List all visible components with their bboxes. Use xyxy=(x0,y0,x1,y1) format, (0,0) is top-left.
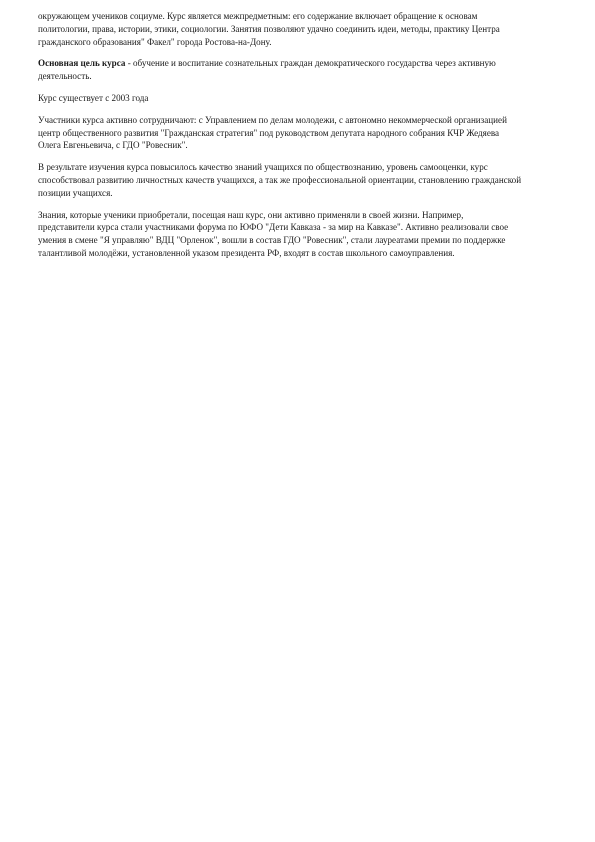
text-line: окружающем учеников социуме. Курс является межпредметным: его содержание включает обращение к основам xyxy=(38,11,478,21)
text-line: Знания, которые ученики приобретали, посещая наш курс, они активно применяли в своей жизни. Например, xyxy=(38,209,464,220)
goal-label: Основная цель курса xyxy=(38,58,126,69)
text-line: способствовал развитию личностных качеств учащихся, а так же профессиональной ориентации, становлению гражданской xyxy=(38,174,522,185)
text-line: представители курса стали участниками форума по ЮФО "Дети Кавказа - за мир на Кавказе". Активно реализовали свое xyxy=(38,222,509,233)
text-line: гражданского образования" Факел" города Ростова-на-Дону. xyxy=(38,36,272,47)
text-line xyxy=(38,57,563,70)
text-line: позиции учащихся. xyxy=(38,187,113,198)
text-line: Олега Евгеньевича, с ГДО "Ровесник". xyxy=(38,140,188,151)
text-line: деятельность. xyxy=(38,71,92,82)
paragraph-results xyxy=(38,161,563,199)
text-line: политологии, права, истории, этики, социологии. Занятия позволяют удачно соединить идеи, методы, практику Центра xyxy=(38,23,500,34)
paragraph-partners xyxy=(38,114,563,152)
text-line: Участники курса активно сотрудничают: с Управлением по делам молодежи, с автономно некоммерческой организацией xyxy=(38,114,507,125)
text-line: В результате изучения курса повысилось качество знаний учащихся по обществознанию, уровень самооценки, курс xyxy=(38,162,488,173)
goal-text: - обучение и воспитание сознательных граждан демократического государства через активную xyxy=(125,58,496,69)
paragraph-course-goal xyxy=(38,57,563,83)
text-line: талантливой молодёжи, установленной указом президента РФ, входят в состав школьного самоуправления. xyxy=(38,247,455,258)
text-line: Курс существует с 2003 года xyxy=(38,92,149,103)
text-line: центр общественного развития "Гражданская стратегия" под руководством депутата народного собрания КЧР Жедяева xyxy=(38,127,500,138)
text-line: умения в смене "Я управляю" ВДЦ "Орленок", вошли в состав ГДО "Ровесник", стали лауреатами премии по поддержке xyxy=(38,235,506,246)
document-page xyxy=(38,10,563,269)
paragraph-achievements xyxy=(38,209,563,260)
paragraph-course-since xyxy=(38,92,563,105)
paragraph-course-intro xyxy=(38,10,563,48)
